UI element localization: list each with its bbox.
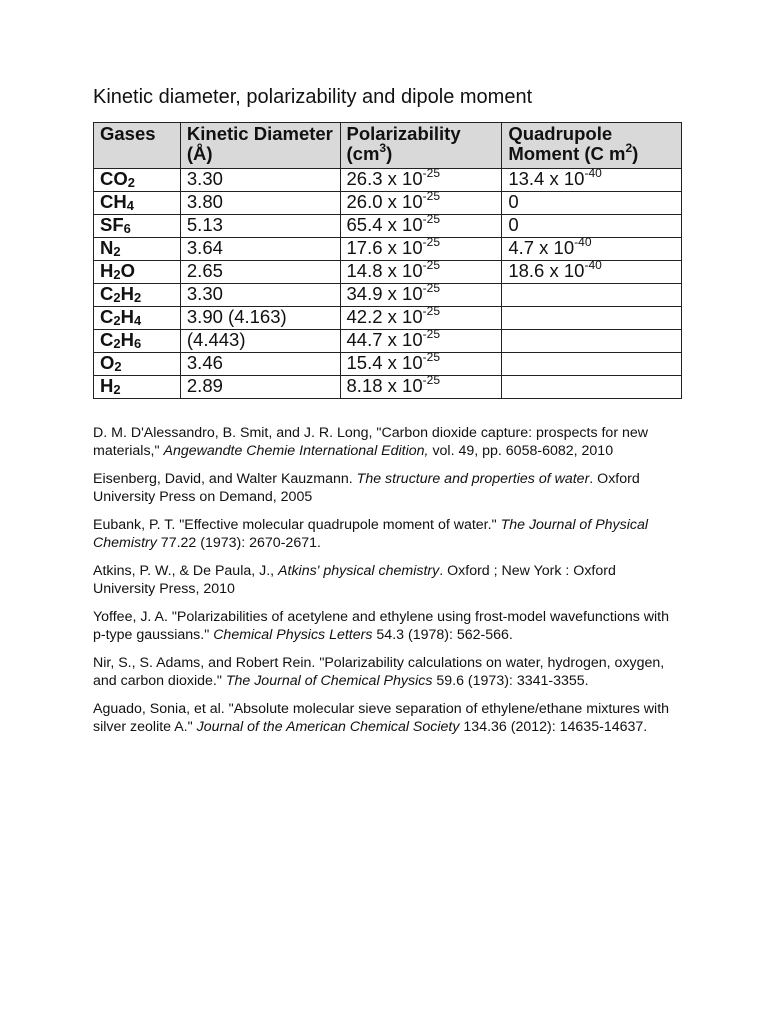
reference-item: Yoffee, J. A. "Polarizabilities of acetylene and ethylene using frost-model wavefunctions with p-type gaussians." Chemical Physics Letters 54.3 (1978): 562-566. xyxy=(93,609,670,643)
table-row xyxy=(94,261,682,284)
quadrupole-moment-cell: 13.4 x $10^{-40}$ xyxy=(502,169,682,192)
gas-formula-cell: $CH_4$ xyxy=(94,192,181,215)
kinetic-diameter-cell: 2.89 xyxy=(180,376,340,399)
kinetic-diameter-cell: 3.64 xyxy=(180,238,340,261)
polarizability-cell: 34.9 x $10^{-25}$ xyxy=(340,284,502,307)
kinetic-diameter-cell: 3.30 xyxy=(180,169,340,192)
reference-item: Nir, S., S. Adams, and Robert Rein. "Polarizability calculations on water, hydrogen, oxygen, and carbon dioxide." The Journal of Chemical Physics 59.6 (1973): 3341-3355. xyxy=(93,655,665,689)
kinetic-diameter-cell: (4.443) xyxy=(180,330,340,353)
quadrupole-moment-cell: 4.7 x $10^{-40}$ xyxy=(502,238,682,261)
polarizability-cell: 26.0 x $10^{-25}$ xyxy=(340,192,502,215)
table-row xyxy=(94,215,682,238)
references-list xyxy=(93,424,673,746)
kinetic-diameter-cell: 3.30 xyxy=(180,284,340,307)
gas-formula-cell: $C_2H_6$ xyxy=(94,330,181,353)
reference-item: Eisenberg, David, and Walter Kauzmann. The structure and properties of water. Oxford University Press on Demand, 2005 xyxy=(93,471,640,505)
polarizability-cell: 65.4 x $10^{-25}$ xyxy=(340,215,502,238)
reference-item: Atkins, P. W., & De Paula, J., Atkins' physical chemistry. Oxford ; New York : Oxford University Press, 2010 xyxy=(93,563,616,597)
header-polarizability: Polarizability $(cm^3)$ xyxy=(340,123,502,169)
quadrupole-moment-cell: 0 xyxy=(502,192,682,215)
kinetic-diameter-cell: 3.90 (4.163) xyxy=(180,307,340,330)
quadrupole-moment-cell xyxy=(502,284,682,307)
header-gases: Gases xyxy=(94,123,181,169)
table-row xyxy=(94,376,682,399)
page-title: Kinetic diameter, polarizability and dipole moment xyxy=(93,86,533,108)
polarizability-cell: 44.7 x $10^{-25}$ xyxy=(340,330,502,353)
polarizability-cell: 15.4 x $10^{-25}$ xyxy=(340,353,502,376)
table-row xyxy=(94,353,682,376)
gas-formula-cell: $C_2H_2$ xyxy=(94,284,181,307)
kinetic-diameter-cell: 3.46 xyxy=(180,353,340,376)
polarizability-cell: 26.3 x $10^{-25}$ xyxy=(340,169,502,192)
gas-formula-cell: $C_2H_4$ xyxy=(94,307,181,330)
polarizability-cell: 17.6 x $10^{-25}$ xyxy=(340,238,502,261)
table-row xyxy=(94,169,682,192)
gas-formula-cell: $SF_6$ xyxy=(94,215,181,238)
header-kinetic-diameter: Kinetic Diameter (Å) xyxy=(180,123,340,169)
quadrupole-moment-cell xyxy=(502,330,682,353)
table-header-row xyxy=(94,123,682,169)
gas-formula-cell: $O_2$ xyxy=(94,353,181,376)
gas-formula-cell: $H_2O$ xyxy=(94,261,181,284)
reference-item: D. M. D'Alessandro, B. Smit, and J. R. Long, "Carbon dioxide capture: prospects for new materials," Angewandte Chemie International Edition, vol. 49, pp. 6058-6082, 2010 xyxy=(93,425,649,459)
gas-formula-cell: $H_2$ xyxy=(94,376,181,399)
table-row xyxy=(94,307,682,330)
gas-properties-table xyxy=(93,122,682,399)
kinetic-diameter-cell: 3.80 xyxy=(180,192,340,215)
reference-item: Aguado, Sonia, et al. "Absolute molecular sieve separation of ethylene/ethane mixtures with silver zeolite A." Journal of the American Chemical Society 134.36 (2012): 14635-14637. xyxy=(93,701,670,735)
gas-formula-cell: $N_2$ xyxy=(94,238,181,261)
kinetic-diameter-cell: 5.13 xyxy=(180,215,340,238)
table-row xyxy=(94,238,682,261)
gas-formula-cell: $CO_2$ xyxy=(94,169,181,192)
polarizability-cell: 14.8 x $10^{-25}$ xyxy=(340,261,502,284)
kinetic-diameter-cell: 2.65 xyxy=(180,261,340,284)
quadrupole-moment-cell xyxy=(502,353,682,376)
quadrupole-moment-cell: 0 xyxy=(502,215,682,238)
reference-item: Eubank, P. T. "Effective molecular quadrupole moment of water." The Journal of Physical Chemistry 77.22 (1973): 2670-2671. xyxy=(93,517,649,551)
table-row xyxy=(94,284,682,307)
polarizability-cell: 42.2 x $10^{-25}$ xyxy=(340,307,502,330)
quadrupole-moment-cell xyxy=(502,376,682,399)
table-row xyxy=(94,330,682,353)
quadrupole-moment-cell: 18.6 x $10^{-40}$ xyxy=(502,261,682,284)
polarizability-cell: 8.18 x $10^{-25}$ xyxy=(340,376,502,399)
header-quadrupole-moment: Quadrupole Moment (C $m^2$) xyxy=(502,123,682,169)
table-row xyxy=(94,192,682,215)
quadrupole-moment-cell xyxy=(502,307,682,330)
